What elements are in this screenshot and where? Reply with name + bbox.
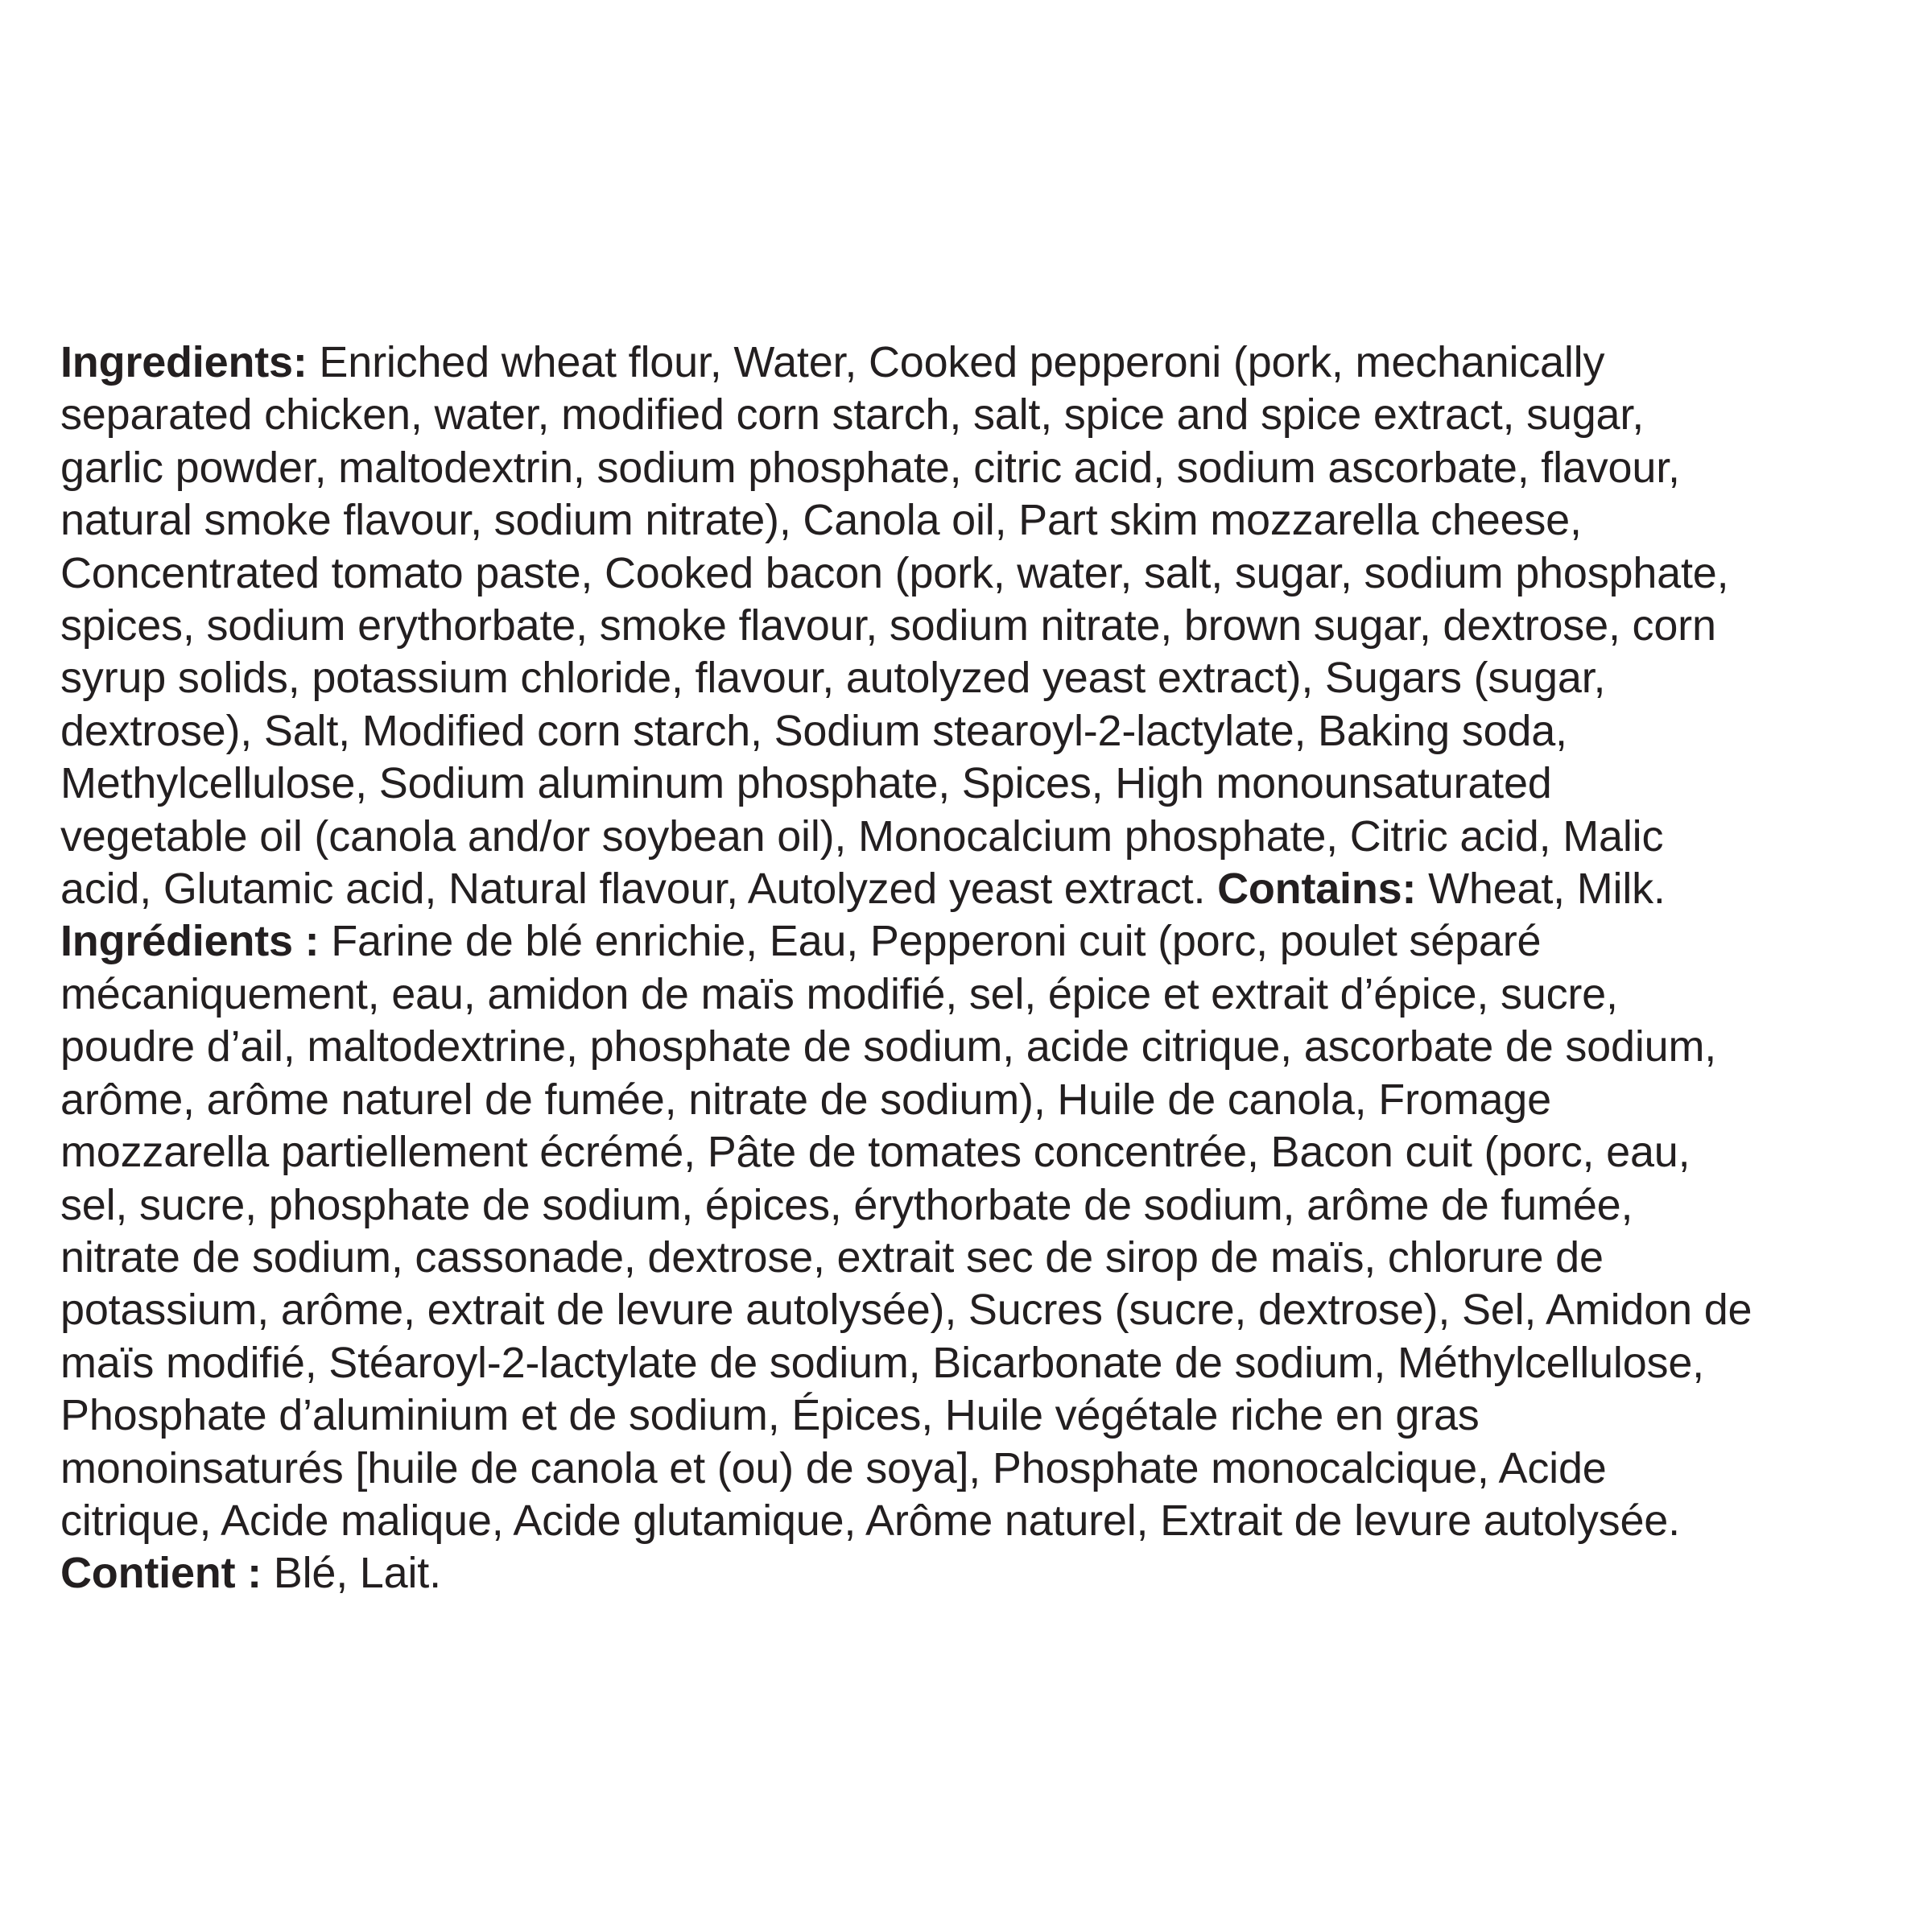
ingredients-line-fr: potassium, arôme, extrait de levure autolysée), Sucres (sucre, dextrose), Sel, Amidon de <box>60 1286 1752 1335</box>
allergens-en: Wheat, Milk. <box>1416 865 1666 914</box>
ingredients-line-fr: citrique, Acide malique, Acide glutamique, Arôme naturel, Extrait de levure autolysée. <box>60 1496 1680 1545</box>
ingredients-line-fr: monoinsaturés [huile de canola et (ou) de soya], Phosphate monocalcique, Acide <box>60 1443 1607 1492</box>
ingredients-line-en: garlic powder, maltodextrin, sodium phosphate, citric acid, sodium ascorbate, flavour, <box>60 443 1680 492</box>
ingredients-line-fr: Ingrédients : Farine de blé enrichie, Eau, Pepperoni cuit (porc, poulet séparé <box>60 917 1542 966</box>
ingredients-line-fr: mozzarella partiellement écrémé, Pâte de tomates concentrée, Bacon cuit (porc, eau, <box>60 1128 1690 1177</box>
ingredients-line-fr: poudre d’ail, maltodextrine, phosphate de sodium, acide citrique, ascorbate de sodium, <box>60 1022 1717 1071</box>
ingredients-line-en: spices, sodium erythorbate, smoke flavour, sodium nitrate, brown sugar, dextrose, corn <box>60 601 1716 650</box>
ingredients-line-en: syrup solids, potassium chloride, flavour, autolyzed yeast extract), Sugars (sugar, <box>60 654 1606 703</box>
ingredients-line-en: natural smoke flavour, sodium nitrate), Canola oil, Part skim mozzarella cheese, <box>60 496 1582 545</box>
contains-heading-en: Contains: <box>1217 865 1417 914</box>
ingredients-line-en: acid, Glutamic acid, Natural flavour, Autolyzed yeast extract. Contains: Wheat, Milk. <box>60 865 1666 914</box>
ingredients-line-en: Methylcellulose, Sodium aluminum phosphate, Spices, High monounsaturated <box>60 759 1552 808</box>
ingredients-heading-fr: Ingrédients : <box>60 917 320 966</box>
ingredients-line-fr: maïs modifié, Stéaroyl-2-lactylate de sodium, Bicarbonate de sodium, Méthylcellulose, <box>60 1338 1704 1387</box>
ingredients-line-fr: mécaniquement, eau, amidon de maïs modifié, sel, épice et extrait d’épice, sucre, <box>60 969 1618 1018</box>
allergens-fr: Blé, Lait. <box>261 1549 441 1598</box>
contains-line-fr <box>60 1547 1904 1600</box>
ingredients-line-fr: sel, sucre, phosphate de sodium, épices, érythorbate de sodium, arôme de fumée, <box>60 1180 1633 1229</box>
contains-heading-fr: Contient : <box>60 1549 262 1598</box>
ingredients-line-en: Concentrated tomato paste, Cooked bacon (pork, water, salt, sugar, sodium phosphate, <box>60 548 1729 597</box>
ingredients-line-en: dextrose), Salt, Modified corn starch, Sodium stearoyl-2-lactylate, Baking soda, <box>60 706 1567 755</box>
ingredients-line-en: Ingredients: Enriched wheat flour, Water, Cooked pepperoni (pork, mechanically <box>60 338 1605 386</box>
ingredients-label <box>60 336 1904 1600</box>
ingredients-line-fr: Phosphate d’aluminium et de sodium, Épices, Huile végétale riche en gras <box>60 1391 1480 1440</box>
ingredients-line-en: separated chicken, water, modified corn starch, salt, spice and spice extract, sugar, <box>60 390 1644 440</box>
ingredients-line-en: vegetable oil (canola and/or soybean oil), Monocalcium phosphate, Citric acid, Malic <box>60 811 1664 861</box>
ingredients-line-fr: nitrate de sodium, cassonade, dextrose, extrait sec de sirop de maïs, chlorure de <box>60 1232 1604 1282</box>
ingredients-line-fr: arôme, arôme naturel de fumée, nitrate de sodium), Huile de canola, Fromage <box>60 1075 1551 1124</box>
ingredients-heading-en: Ingredients: <box>60 338 308 386</box>
